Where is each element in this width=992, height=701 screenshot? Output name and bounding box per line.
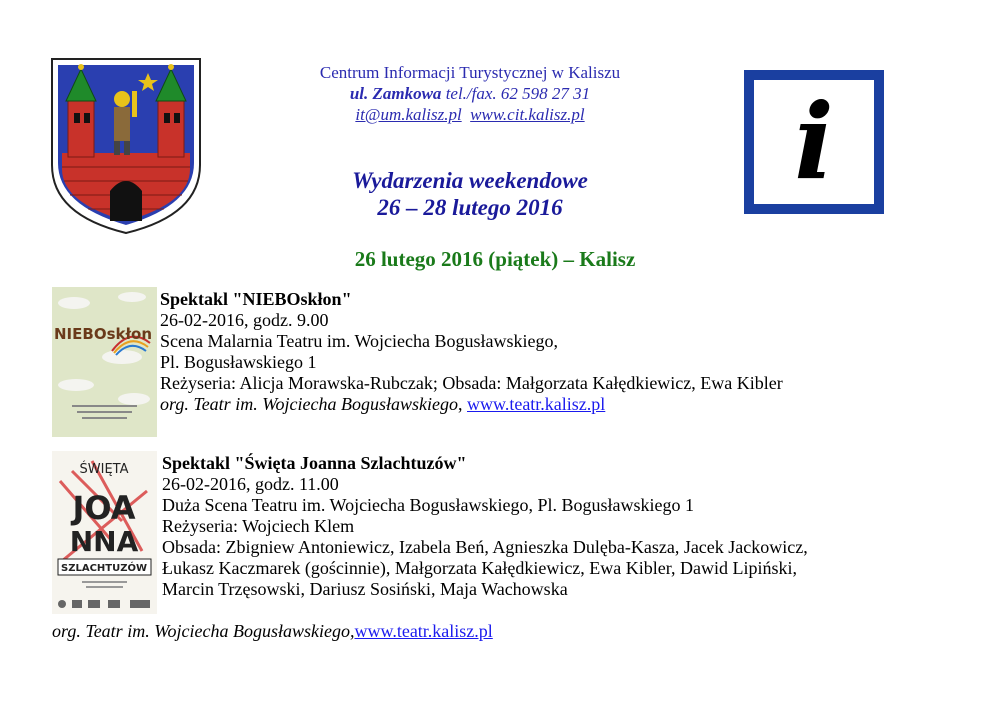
kalisz-coat-of-arms — [48, 55, 204, 237]
tourist-info-sign — [744, 70, 884, 214]
poster-word-swieta: ŚWIĘTA — [79, 462, 129, 477]
nieboskton-poster — [52, 287, 157, 437]
poster-title-text: NIEBOskłon — [54, 325, 153, 343]
poster-word-nna: NNA — [69, 525, 139, 558]
event-credits: Reżyseria: Alicja Morawska-Rubczak; Obsada: Małgorzata Kałędkiewicz, Ewa Kibler — [160, 373, 783, 393]
event-venue-address: Pl. Bogusławskiego 1 — [160, 352, 317, 372]
title-line-1: Wydarzenia weekendowe — [352, 168, 588, 193]
event-link[interactable]: www.teatr.kalisz.pl — [354, 621, 493, 641]
event-venue: Scena Malarnia Teatru im. Wojciecha Bogusławskiego, — [160, 331, 559, 351]
website-link[interactable]: www.cit.kalisz.pl — [470, 105, 585, 124]
tourist-info-header — [240, 62, 700, 125]
info-sign-inner — [754, 80, 874, 204]
contact-address — [240, 83, 700, 104]
event-organizer: org. Teatr im. Wojciecha Bogusławskiego — [160, 394, 458, 414]
event-director: Reżyseria: Wojciech Klem — [162, 516, 355, 536]
event-title: Spektakl "NIEBOskłon" — [160, 289, 352, 309]
page-title — [240, 167, 700, 221]
organization-name: Centrum Informacji Turystycznej w Kaliszu — [319, 63, 621, 82]
event-link[interactable]: www.teatr.kalisz.pl — [467, 394, 606, 414]
swieta-joanna-poster — [52, 451, 157, 614]
event-organizer-line — [52, 621, 852, 642]
event-nieboskton — [160, 289, 960, 415]
event-date: 26-02-2016, godz. 11.00 — [162, 474, 339, 494]
day-heading: 26 lutego 2016 (piątek) – Kalisz — [354, 247, 636, 271]
event-swieta-joanna — [162, 453, 962, 600]
title-date-range: 26 – 28 lutego 2016 — [377, 195, 563, 220]
event-organizer: org. Teatr im. Wojciecha Bogusławskiego, — [52, 621, 355, 641]
event-title: Spektakl "Święta Joanna Szlachtuzów" — [162, 453, 467, 473]
event-date: 26-02-2016, godz. 9.00 — [160, 310, 329, 330]
event-cast-line-3: Marcin Trzęsowski, Dariusz Sosiński, Maja Wachowska — [162, 579, 568, 599]
poster-word-joa: JOA — [72, 489, 136, 527]
event-cast-line-1: Obsada: Zbigniew Antoniewicz, Izabela Beń, Agnieszka Dulęba-Kasza, Jacek Jackowicz, — [162, 537, 808, 557]
poster-word-szlachtuzow: SZLACHTUZÓW — [61, 563, 147, 574]
event-organizer-line: org. Teatr im. Wojciecha Bogusławskiego, www.teatr.kalisz.pl — [160, 394, 606, 414]
email-link[interactable]: it@um.kalisz.pl — [355, 105, 462, 124]
phone-fax: tel./fax. 62 598 27 31 — [441, 84, 591, 103]
street-address: ul. Zamkowa — [349, 84, 442, 103]
event-venue: Duża Scena Teatru im. Wojciecha Bogusławskiego, Pl. Bogusławskiego 1 — [162, 495, 695, 515]
info-icon: i — [794, 80, 834, 203]
event-cast-line-2: Łukasz Kaczmarek (gościnnie), Małgorzata Kałędkiewicz, Ewa Kibler, Dawid Lipiński, — [162, 558, 798, 578]
contact-links — [240, 104, 700, 125]
